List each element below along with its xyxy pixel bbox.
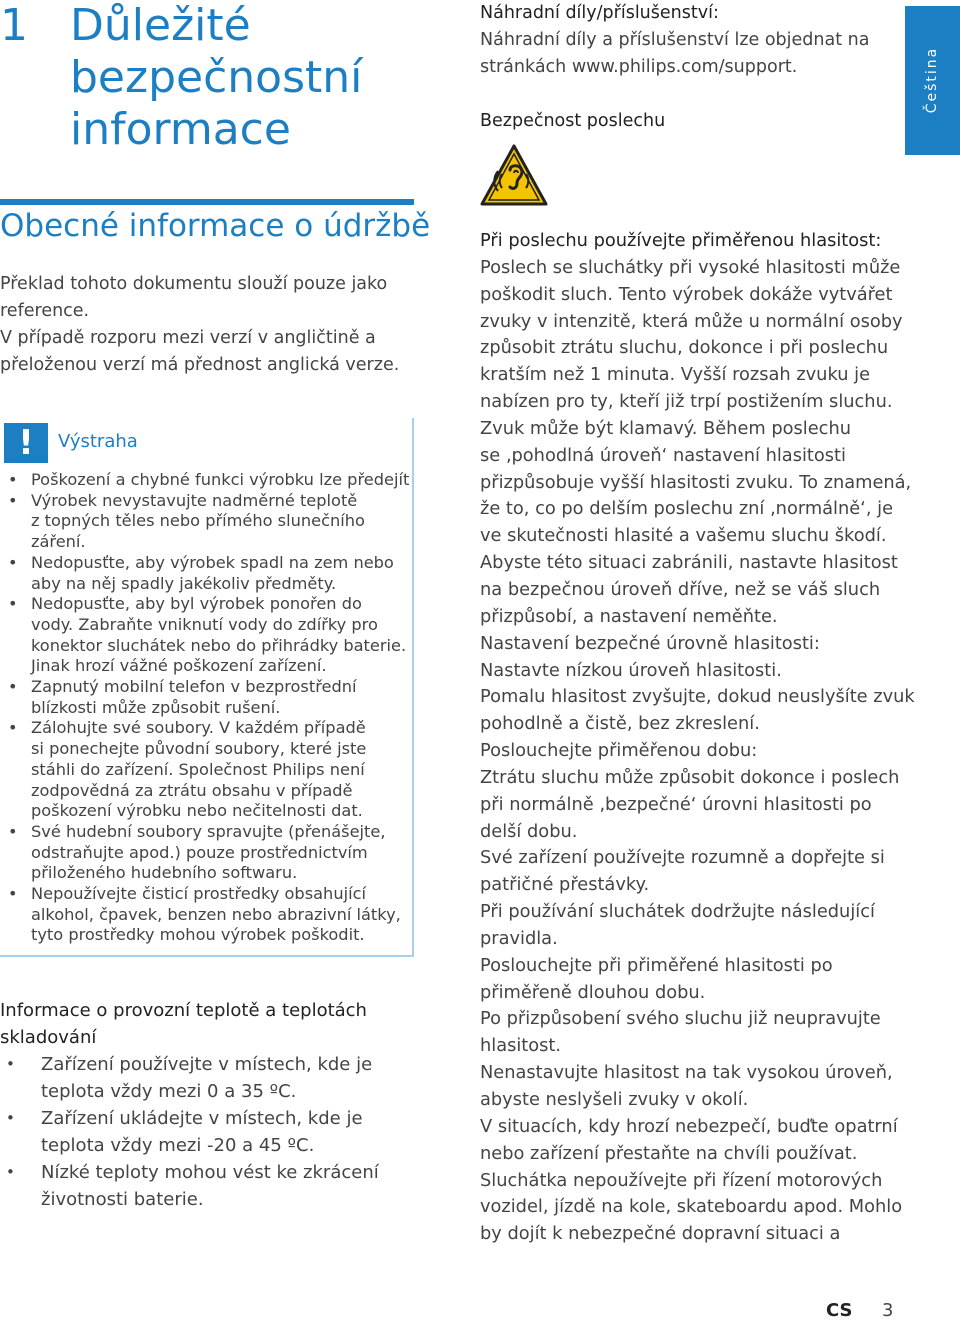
warning-item-line: • Své hudební soubory spravujte (přenášejte, bbox=[31, 821, 386, 841]
hearing-line: že to, co po delším poslechu zní ‚normálně‘, je bbox=[480, 498, 894, 520]
warning-item bbox=[0, 884, 405, 946]
hearing-line: Své zařízení používejte rozumně a dopřejte si bbox=[480, 847, 885, 869]
intro-line: reference. bbox=[0, 301, 90, 321]
hearing-line: Poslouchejte přiměřenou dobu: bbox=[480, 740, 758, 762]
warning-item-line: konektor sluchátek nebo do přihrádky baterie. bbox=[31, 635, 407, 655]
hearing-line: Při používání sluchátek dodržujte následující bbox=[480, 901, 875, 923]
hearing-safety-title: Bezpečnost poslechu bbox=[480, 111, 666, 131]
hearing-line: vozidel, jízdě na kole, skateboardu apod. Mohlo bbox=[480, 1196, 903, 1218]
hearing-line: Sluchátka nepoužívejte při řízení motorových bbox=[480, 1169, 883, 1191]
hearing-line: způsobit ztrátu sluchu, dokonce i při poslechu bbox=[480, 337, 889, 359]
temperature-item bbox=[0, 1105, 420, 1159]
hearing-line: Zvuk může být klamavý. Během poslechu bbox=[480, 417, 851, 439]
warning-item-line: • Nedopusťte, aby výrobek spadl na zem nebo bbox=[31, 552, 394, 572]
temperature-item-line: • Zařízení používejte v místech, kde je bbox=[41, 1054, 373, 1075]
chapter-title-line: bezpečnostní bbox=[70, 52, 363, 103]
warning-item bbox=[0, 594, 405, 677]
warning-item-line: přiloženého hudebního softwaru. bbox=[31, 863, 298, 883]
temperature-title-line: Informace o provozní teplotě a teplotách bbox=[0, 1000, 367, 1021]
temperature-list bbox=[0, 1051, 420, 1213]
warning-item-line: zodpovědná za ztrátu obsahu v případě bbox=[31, 780, 353, 800]
warning-item bbox=[0, 491, 405, 553]
warning-item-line: vody. Zabraňte vniknutí vody do zdířky pro bbox=[31, 614, 378, 634]
hearing-line: kratším než 1 minuta. Vyšší rozsah zvuku je bbox=[480, 364, 871, 386]
section-intro bbox=[0, 271, 420, 379]
chapter-number: 1 bbox=[0, 0, 28, 51]
language-tab-label: Čeština bbox=[924, 46, 940, 114]
temperature-item-line: • Zařízení ukládejte v místech, kde je bbox=[41, 1108, 363, 1129]
intro-line: V případě rozporu mezi verzí v angličtině a bbox=[0, 328, 376, 348]
parts-line: stránkách www.philips.com/support. bbox=[480, 57, 798, 77]
warning-item bbox=[0, 677, 405, 718]
hearing-line: poškodit sluch. Tento výrobek dokáže vytvářet bbox=[480, 283, 893, 305]
page-number: 3 bbox=[882, 1300, 894, 1321]
hearing-line: Nastavte nízkou úroveň hlasitosti. bbox=[480, 659, 782, 681]
hearing-line: Po přizpůsobení svého sluchu již neupravujte bbox=[480, 1008, 881, 1030]
hearing-line: delší dobu. bbox=[480, 820, 578, 842]
temperature-item-line: teplota vždy mezi 0 a 35 ºC. bbox=[41, 1081, 297, 1102]
warning-item bbox=[0, 718, 405, 822]
warning-item-line: • Výrobek nevystavujte nadměrné teplotě bbox=[31, 490, 358, 510]
warning-title: Výstraha bbox=[58, 431, 138, 452]
warning-item-line: • Zapnutý mobilní telefon v bezprostřední bbox=[31, 677, 357, 697]
hearing-line: by dojít k nebezpečné dopravní situaci a bbox=[480, 1223, 841, 1245]
temperature-title-line: skladování bbox=[0, 1027, 97, 1048]
exclamation-icon bbox=[4, 423, 48, 463]
language-tab bbox=[905, 6, 960, 155]
warning-item-line: blízkosti může způsobit rušení. bbox=[31, 697, 281, 717]
temperature-item-line: životnosti baterie. bbox=[41, 1189, 204, 1210]
hearing-line: při normálně ‚bezpečné‘ úrovni hlasitosti po bbox=[480, 793, 872, 815]
hearing-line: V situacích, kdy hrozí nebezpečí, buďte opatrní bbox=[480, 1115, 898, 1137]
hearing-subheading: Při poslechu používejte přiměřenou hlasitost: bbox=[480, 230, 882, 251]
hearing-line: abyste neslyšeli zvuky v okolí. bbox=[480, 1089, 749, 1110]
warning-item-line: alkohol, čpavek, benzen nebo abrazivní látky, bbox=[31, 904, 401, 924]
warning-item bbox=[0, 822, 405, 884]
warning-item-line: odstraňujte apod.) pouze prostřednictvím bbox=[31, 842, 368, 862]
warning-item-line: záření. bbox=[31, 532, 86, 552]
hearing-line: pravidla. bbox=[480, 927, 558, 949]
hearing-line: Pomalu hlasitost zvyšujte, dokud neuslyšíte zvuk bbox=[480, 686, 915, 708]
hearing-line: na bezpečnou úroveň dříve, než se váš sluch bbox=[480, 578, 881, 600]
hearing-line: Poslech se sluchátky při vysoké hlasitosti může bbox=[480, 256, 901, 278]
hearing-line: Nenastavujte hlasitost na tak vysokou úroveň, bbox=[480, 1062, 893, 1084]
warning-item-line: stáhli do zařízení. Společnost Philips není bbox=[31, 759, 365, 779]
warning-item-line: z topných těles nebo přímého slunečního bbox=[31, 511, 365, 531]
warning-item-line: • Nepoužívejte čisticí prostředky obsahující bbox=[31, 884, 366, 904]
hearing-line: ve skutečnosti hlasité a vašemu sluchu škodí. bbox=[480, 525, 887, 547]
parts-section bbox=[480, 0, 880, 81]
hearing-line: přiměřeně dlouhou dobu. bbox=[480, 981, 706, 1003]
hearing-line: nabízen pro ty, kteří již trpí postižením sluchu. bbox=[480, 391, 893, 413]
hearing-line: hlasitost. bbox=[480, 1035, 562, 1057]
temperature-title bbox=[0, 997, 367, 1051]
warning-list bbox=[0, 470, 410, 946]
warning-item-line: Jinak hrozí vážné poškození zařízení. bbox=[31, 656, 327, 676]
exclamation-symbol: ! bbox=[18, 423, 34, 463]
parts-line: Náhradní díly a příslušenství lze objednat na bbox=[480, 30, 870, 50]
warning-item bbox=[0, 470, 410, 491]
parts-title: Náhradní díly/příslušenství: bbox=[480, 3, 719, 23]
hearing-line: Abyste této situaci zabránili, nastavte hlasitost bbox=[480, 552, 898, 574]
hearing-line: Nastavení bezpečné úrovně hlasitosti: bbox=[480, 632, 820, 654]
section-title: Obecné informace o údržbě bbox=[0, 208, 431, 244]
temperature-item-line: • Nízké teploty mohou vést ke zkrácení bbox=[41, 1162, 379, 1183]
chapter-title bbox=[70, 0, 390, 156]
hearing-line: nebo zařízení přestaňte na chvíli používat. bbox=[480, 1142, 858, 1164]
hearing-line: patřičné přestávky. bbox=[480, 874, 650, 896]
hearing-line: Poslouchejte při přiměřené hlasitosti po bbox=[480, 954, 833, 976]
intro-line: Překlad tohoto dokumentu slouží pouze jako bbox=[0, 274, 388, 294]
temperature-item bbox=[0, 1051, 420, 1105]
hearing-line: přizpůsobuje vyšší hlasitosti zvuku. To znamená, bbox=[480, 471, 912, 493]
hearing-text bbox=[480, 228, 915, 1248]
hearing-line: zvuky v intenzitě, která může u normální osoby bbox=[480, 310, 903, 332]
warning-item bbox=[0, 553, 405, 594]
intro-line: přeloženou verzí má přednost anglická verze. bbox=[0, 355, 400, 375]
chapter-title-line: informace bbox=[70, 104, 291, 155]
warning-item-line: aby na něj spadly jakékoliv předměty. bbox=[31, 573, 337, 593]
hearing-line: Ztrátu sluchu může způsobit dokonce i poslech bbox=[480, 766, 900, 788]
warning-item-line: si ponechejte původní soubory, které jste bbox=[31, 739, 367, 759]
section-rule bbox=[0, 199, 414, 205]
language-code: CS bbox=[826, 1300, 853, 1321]
warning-item-line: poškození výrobku nebo nečitelnosti dat. bbox=[31, 801, 363, 821]
chapter-title-line: Důležité bbox=[70, 0, 251, 51]
warning-item-line: • Nedopusťte, aby byl výrobek ponořen do bbox=[31, 594, 362, 614]
hearing-line: pohodlně a čistě, bez zkreslení. bbox=[480, 713, 760, 735]
warning-item-line: tyto prostředky mohou výrobek poškodit. bbox=[31, 925, 365, 945]
hearing-line: přizpůsobí, a nastavení neměňte. bbox=[480, 605, 778, 627]
hearing-line: se ‚pohodlná úroveň‘ nastavení hlasitosti bbox=[480, 444, 846, 466]
hearing-warning-icon bbox=[480, 144, 548, 206]
warning-item-line: • Zálohujte své soubory. V každém případě bbox=[31, 718, 366, 738]
temperature-item-line: teplota vždy mezi -20 a 45 ºC. bbox=[41, 1135, 315, 1156]
warning-item-line: • Poškození a chybné funkci výrobku lze předejít bbox=[31, 470, 410, 489]
temperature-item bbox=[0, 1159, 420, 1213]
